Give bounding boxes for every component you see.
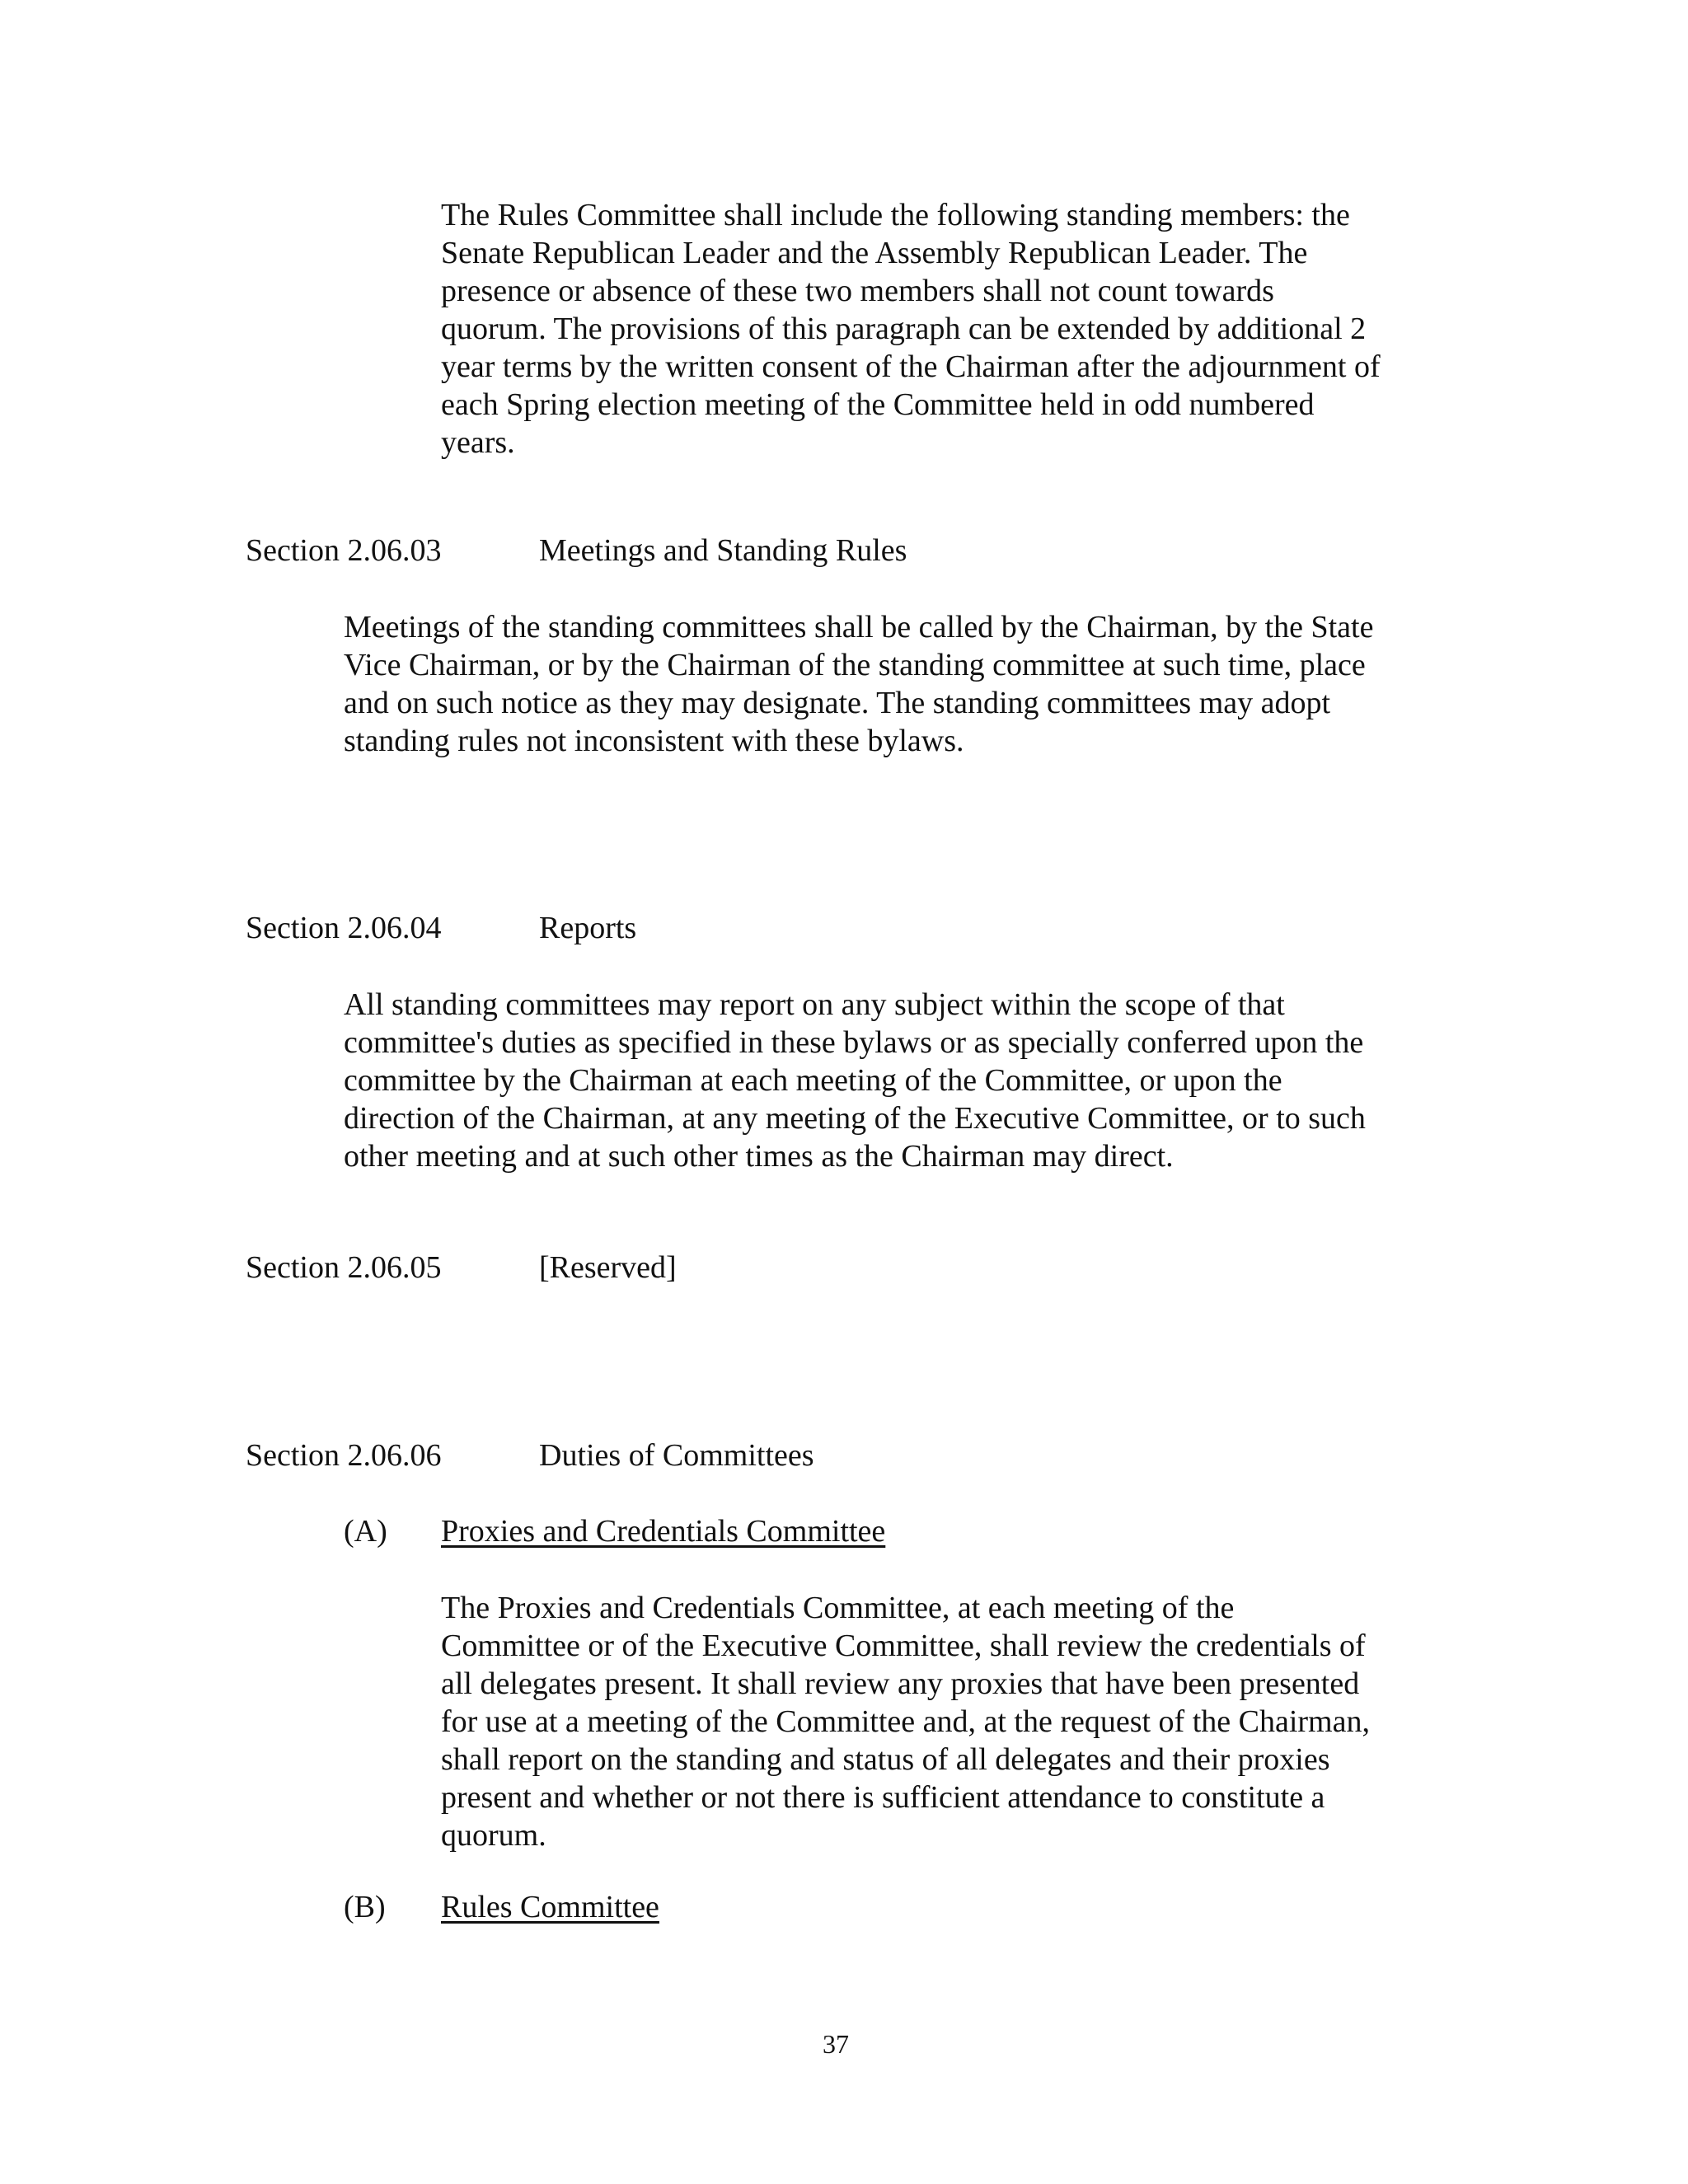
section-title: Reports [539,911,637,945]
paragraph-line: direction of the Chairman, at any meeting of the Executive Committee, or to such [344,1101,1366,1136]
subsection-letter: (A) [344,1514,387,1549]
paragraph-line: standing rules not inconsistent with these bylaws. [344,724,964,758]
section-body [344,986,1366,1175]
paragraph-line: The Proxies and Credentials Committee, at each meeting of the [441,1591,1235,1625]
paragraph-line: other meeting and at such other times as the Chairman may direct. [344,1139,1174,1174]
section-number: Section 2.06.05 [246,1250,442,1285]
paragraph-line: and on such notice as they may designate. The standing committees may adopt [344,686,1331,720]
section-number: Section 2.06.03 [246,533,442,568]
section-title: [Reserved] [539,1250,677,1285]
paragraph-line: All standing committees may report on any subject within the scope of that [344,987,1285,1022]
paragraph-line: committee by the Chairman at each meeting of the Committee, or upon the [344,1063,1282,1098]
section-body [344,608,1373,760]
subsection-letter: (B) [344,1890,386,1924]
paragraph-line: Vice Chairman, or by the Chairman of the standing committee at such time, place [344,648,1366,682]
page-number: 37 [823,2029,849,2059]
section-number: Section 2.06.06 [246,1438,442,1473]
paragraph-line: all delegates present. It shall review any proxies that have been presented [441,1666,1360,1701]
paragraph-line: present and whether or not there is sufficient attendance to constitute a [441,1780,1325,1815]
paragraph-line: committee's duties as specified in these bylaws or as specially conferred upon the [344,1025,1364,1060]
subsection-title: Proxies and Credentials Committee [441,1514,886,1549]
paragraph-line: quorum. [441,1818,546,1853]
subsection-title: Rules Committee [441,1890,659,1924]
paragraph-line: quorum. The provisions of this paragraph can be extended by additional 2 [441,312,1367,346]
paragraph-line: each Spring election meeting of the Committee held in odd numbered [441,387,1315,422]
paragraph-line: The Rules Committee shall include the following standing members: the [441,198,1350,232]
paragraph-line: Senate Republican Leader and the Assembly Republican Leader. The [441,236,1308,270]
section-title: Duties of Committees [539,1438,814,1473]
rules-committee-standing-members-paragraph [441,196,1381,462]
paragraph-line: Committee or of the Executive Committee, shall review the credentials of [441,1629,1366,1663]
paragraph-line: presence or absence of these two members shall not count towards [441,274,1274,308]
paragraph-line: Meetings of the standing committees shall be called by the Chairman, by the State [344,610,1374,644]
section-number: Section 2.06.04 [246,911,442,945]
section-title: Meetings and Standing Rules [539,533,907,568]
paragraph-line: years. [441,425,515,460]
paragraph-line: shall report on the standing and status of all delegates and their proxies [441,1742,1330,1777]
subsection-body [441,1589,1370,1854]
paragraph-line: for use at a meeting of the Committee and, at the request of the Chairman, [441,1704,1370,1739]
paragraph-line: year terms by the written consent of the Chairman after the adjournment of [441,349,1381,384]
